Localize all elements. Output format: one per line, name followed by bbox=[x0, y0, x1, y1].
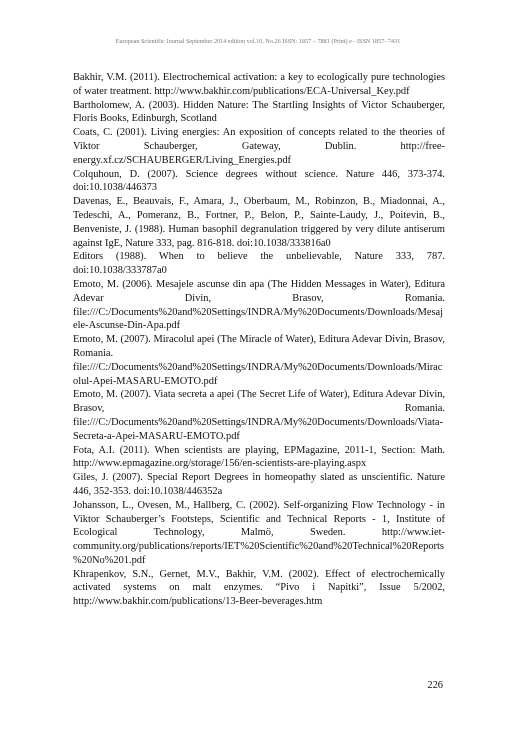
reference-entry: Colquhoun, D. (2007). Science degrees without science. Nature 446, 373-374. doi:10.1038/446373 bbox=[73, 168, 445, 194]
reference-entry: Bakhir, V.M. (2011). Electrochemical activation: a key to ecologically pure technologies of water treatment. http://www.bakhir.com/publications/ECA-Universal_Key.pdf bbox=[73, 72, 445, 97]
reference-entry: Emoto, M. (2007). Miracolul apei (The Miracle of Water), Editura Adevar Divin, Brasov, Romania. file:///C:/Documents%20and%20Settings/INDRA/My%20Documents/Downloads/Miracolul-Apei-MASARU-EMOTO.pdf bbox=[73, 334, 445, 387]
reference-list bbox=[73, 71, 445, 609]
page-number: 226 bbox=[427, 680, 443, 691]
reference-entry: Emoto, M. (2007). Viata secreta a apei (The Secret Life of Water), Editura Adevar Divin, Brasov, Romania. file:///C:/Documents%20and%20Settings/INDRA/My%20Documents/Downloads/Viata-Secreta-a-Apei-MASARU-EMOTO.pdf bbox=[73, 389, 445, 442]
reference-entry: Giles, J. (2007). Special Report Degrees in homeopathy slated as unscientific. Nature 446, 352-353. doi:10.1038/446352a bbox=[73, 472, 445, 497]
reference-entry: Bartholomew, A. (2003). Hidden Nature: The Startling Insights of Victor Schauberger, Floris Books, Edinburgh, Scotland bbox=[73, 99, 445, 125]
reference-entry: Coats, C. (2001). Living energies: An exposition of concepts related to the theories of Viktor Schauberger, Gateway, Dublin. http://free-energy.xf.cz/SCHAUBERGER/Living_Energies.pdf bbox=[73, 127, 445, 166]
reference-entry: Khrapenkov, S.N., Gernet, M.V., Bakhir, V.M. (2002). Effect of electrochemically activated systems on malt enzymes. “Pivo i Napitki”, Issue 5/2002, http://www.bakhir.com/publications/13-Beer-beverages.htm bbox=[73, 568, 445, 608]
reference-entry: Emoto, M. (2006). Mesajele ascunse din apa (The Hidden Messages in Water), Editura Adevar Divin, Brasov, Romania. file:///C:/Documents%20and%20Settings/INDRA/My%20Documents/Downloads/Mesajele-Ascunse-Din-Apa.pdf bbox=[73, 278, 445, 332]
reference-entry: Johansson, L., Ovesen, M., Hallberg, C. (2002). Self-organizing Flow Technology - in Viktor Schauberger’s Footsteps, Scientific and Technical Reports - 1, Institute of Ecological Technology, Malmö, Sweden. http://www.iet-community.org/publications/reports/IET%20Scientific%20and%20Technical%20Reports%20No%201.pdf bbox=[73, 499, 445, 566]
reference-entry: Davenas, E., Beauvais, F., Amara, J., Oberbaum, M., Robinzon, B., Miadonnai, A., Tedeschi, A., Pomeranz, B., Fortner, P., Belon, P., Sainte-Laudy, J., Poitevin, B., Benveniste, J. (1988). Human basophil degranulation triggered by very dilute antiserum against IgE, Nature 333, pag. 816-818. doi:10.1038/333816a0 bbox=[73, 196, 445, 249]
reference-entry: Fota, A.I. (2011). When scientists are playing, EPMagazine, 2011-1, Section: Math. http://www.epmagazine.org/storage/156/en-scientists-are-playing.aspx bbox=[73, 444, 445, 470]
running-header: European Scientific Journal September 2014 edition vol.10, No.26 ISSN: 1857 – 7881 (Print) e - ISSN 1857- 7431 bbox=[115, 38, 401, 45]
reference-entry: Editors (1988). When to believe the unbelievable, Nature 333, 787. doi:10.1038/333787a0 bbox=[73, 251, 445, 277]
